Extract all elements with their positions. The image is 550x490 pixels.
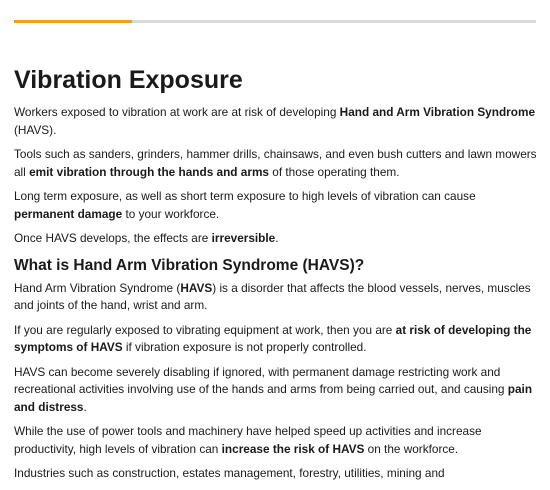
section-paragraph-3: HAVS can become severely disabling if ignored, with permanent damage restricting work and recreational activities involving use of the hands and arms from being carried out, and causing pain and distress. xyxy=(14,364,533,414)
section-paragraph-1: Hand Arm Vibration Syndrome (HAVS) is a disorder that affects the blood vessels, nerves, muscles and joints of the hand, wrist and arm. xyxy=(14,280,531,312)
article-content xyxy=(14,64,538,490)
intro-paragraph-3: Long term exposure, as well as short term exposure to high levels of vibration can cause permanent damage to your workforce. xyxy=(14,189,476,221)
progress-bar-fill xyxy=(14,20,132,23)
intro-paragraph-1: Workers exposed to vibration at work are at risk of developing Hand and Arm Vibration Syndrome (HAVS). xyxy=(14,105,536,137)
section-paragraph-5: Industries such as construction, estates management, forestry, utilities, mining and xyxy=(14,466,445,480)
progress-bar xyxy=(14,20,536,23)
section-paragraph-4: While the use of power tools and machinery have helped speed up activities and increase productivity, high levels of vibration can increase the risk of HAVS on the workforce. xyxy=(14,424,482,456)
intro-paragraph-4: Once HAVS develops, the effects are irreversible. xyxy=(14,231,279,245)
intro-paragraph-2: Tools such as sanders, grinders, hammer drills, chainsaws, and even bush cutters and lawn mowers all emit vibration through the hands and arms of those operating them. xyxy=(14,147,537,179)
section-heading: What is Hand Arm Vibration Syndrome (HAVS)? xyxy=(14,256,365,274)
page-title: Vibration Exposure xyxy=(14,66,243,94)
section-paragraph-2: If you are regularly exposed to vibrating equipment at work, then you are at risk of developing the symptoms of HAVS if vibration exposure is not properly controlled. xyxy=(14,322,532,354)
